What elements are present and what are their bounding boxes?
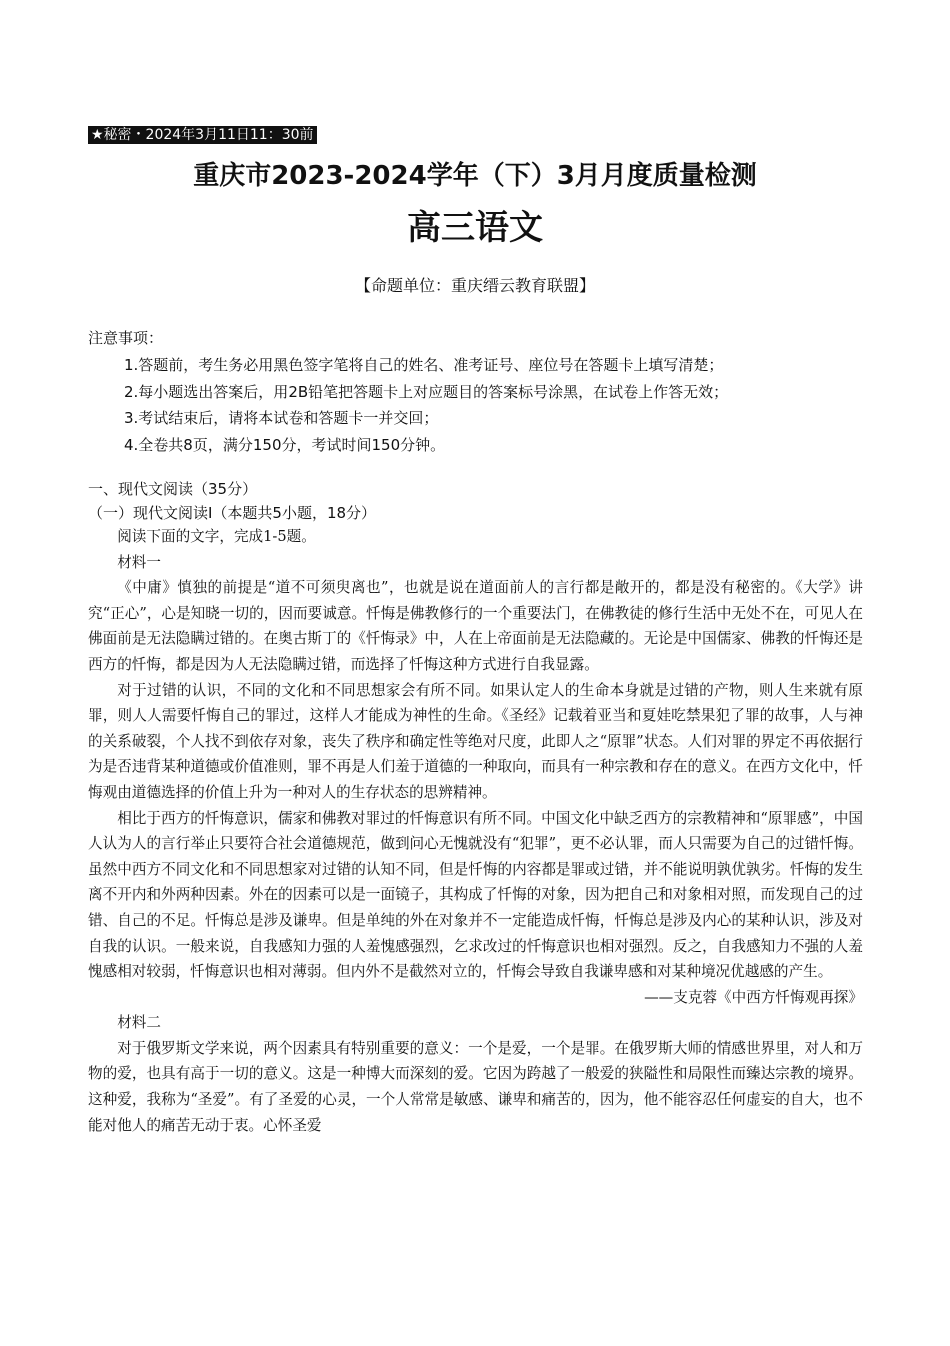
issuing-unit: 【命题单位：重庆缙云教育联盟】 <box>354 276 595 295</box>
material-one-source: ——支克蓉《中西方忏悔观再探》 <box>644 988 863 1006</box>
note-item: 2.每小题选出答案后，用2B铅笔把答题卡上对应题目的答案标号涂黑，在试卷上作答无效； <box>124 382 729 401</box>
exam-subject: 高三语文 <box>407 208 543 248</box>
material-two-label: 材料二 <box>117 1014 161 1032</box>
reading-passage <box>88 524 863 1138</box>
notes-heading: 注意事项： <box>88 329 164 347</box>
material-two-paragraph: 对于俄罗斯文学来说，两个因素具有特别重要的意义：一个是爱，一个是罪。在俄罗斯大师的情感世界里，对人和万物的爱，也具有高于一切的意义。这是一种博大而深刻的爱。它因为跨越了一般爱的狭隘性和局限性而臻达宗教的境界。这种爱，我称为“圣爱”。有了圣爱的心灵，一个人常常是敏感、谦卑和痛苦的，因为，他不能容忍任何虚妄的自大，也不能对他人的痛苦无动于衷。心怀圣爱 <box>88 1039 863 1134</box>
material-one-paragraph: 《中庸》慎独的前提是“道不可须臾离也”，也就是说在道面前人的言行都是敞开的，都是没有秘密的。《大学》讲究“正心”，心是知晓一切的，因而要诚意。忏悔是佛教修行的一个重要法门，在佛教徒的修行生活中无处不在，可见人在佛面前是无法隐瞒过错的。在奥古斯丁的《忏悔录》中，人在上帝面前是无法隐藏的。无论是中国儒家、佛教的忏悔还是西方的忏悔，都是因为人无法隐瞒过错，而选择了忏悔这种方式进行自我显露。 <box>88 579 863 673</box>
secret-label: ★秘密・2024年3月11日11：30前 <box>88 126 317 144</box>
subsection-heading: （一）现代文阅读Ⅰ（本题共5小题，18分） <box>88 504 377 522</box>
section-heading: 一、现代文阅读（35分） <box>88 480 258 498</box>
material-one-paragraph: 相比于西方的忏悔意识，儒家和佛教对罪过的忏悔意识有所不同。中国文化中缺乏西方的宗教精神和“原罪感”，中国人认为人的言行举止只要符合社会道德规范，做到问心无愧就没有“犯罪”，更不必认罪，而人只需要为自己的过错忏悔。虽然中西方不同文化和不同思想家对过错的认知不同，但是忏悔的内容都是罪或过错，并不能说明孰优孰劣。忏悔的发生离不开内和外两种因素。外在的因素可以是一面镜子，其构成了忏悔的对象，因为把自己和对象相对照，而发现自己的过错、自己的不足。忏悔总是涉及谦卑。但是单纯的外在对象并不一定能造成忏悔，忏悔总是涉及内心的某种认识，涉及对自我的认识。一般来说，自我感知力强的人羞愧感强烈，乞求改过的忏悔意识也相对强烈。反之，自我感知力不强的人羞愧感相对较弱，忏悔意识也相对薄弱。但内外不是截然对立的，忏悔会导致自我谦卑感和对某种境况优越感的产生。 <box>88 809 863 981</box>
exam-title: 重庆市2023-2024学年（下）3月月度质量检测 <box>193 161 757 191</box>
notes-list <box>124 352 884 458</box>
material-one-paragraph: 对于过错的认识，不同的文化和不同思想家会有所不同。如果认定人的生命本身就是过错的产物，则人生来就有原罪，则人人需要忏悔自己的罪过，这样人才能成为神性的生命。《圣经》记载着亚当和夏娃吃禁果犯了罪的故事，人与神的关系破裂，个人找不到依存对象，丧失了秩序和确定性等绝对尺度，此即人之“原罪”状态。人们对罪的界定不再依据行为是否违背某种道德或价值准则，罪不再是人们羞于道德的一种取向，而具有一种宗教和存在的意义。在西方文化中，忏悔观由道德选择的价值上升为一种对人的生存状态的思辨精神。 <box>88 681 863 801</box>
note-item: 3.考试结束后，请将本试卷和答题卡一并交回； <box>124 409 439 427</box>
reading-instruction: 阅读下面的文字，完成1-5题。 <box>117 528 316 545</box>
material-one-label: 材料一 <box>117 553 161 571</box>
note-item: 1.答题前，考生务必用黑色签字笔将自己的姓名、准考证号、座位号在答题卡上填写清楚； <box>124 356 724 374</box>
note-item: 4.全卷共8页，满分150分，考试时间150分钟。 <box>124 435 446 454</box>
